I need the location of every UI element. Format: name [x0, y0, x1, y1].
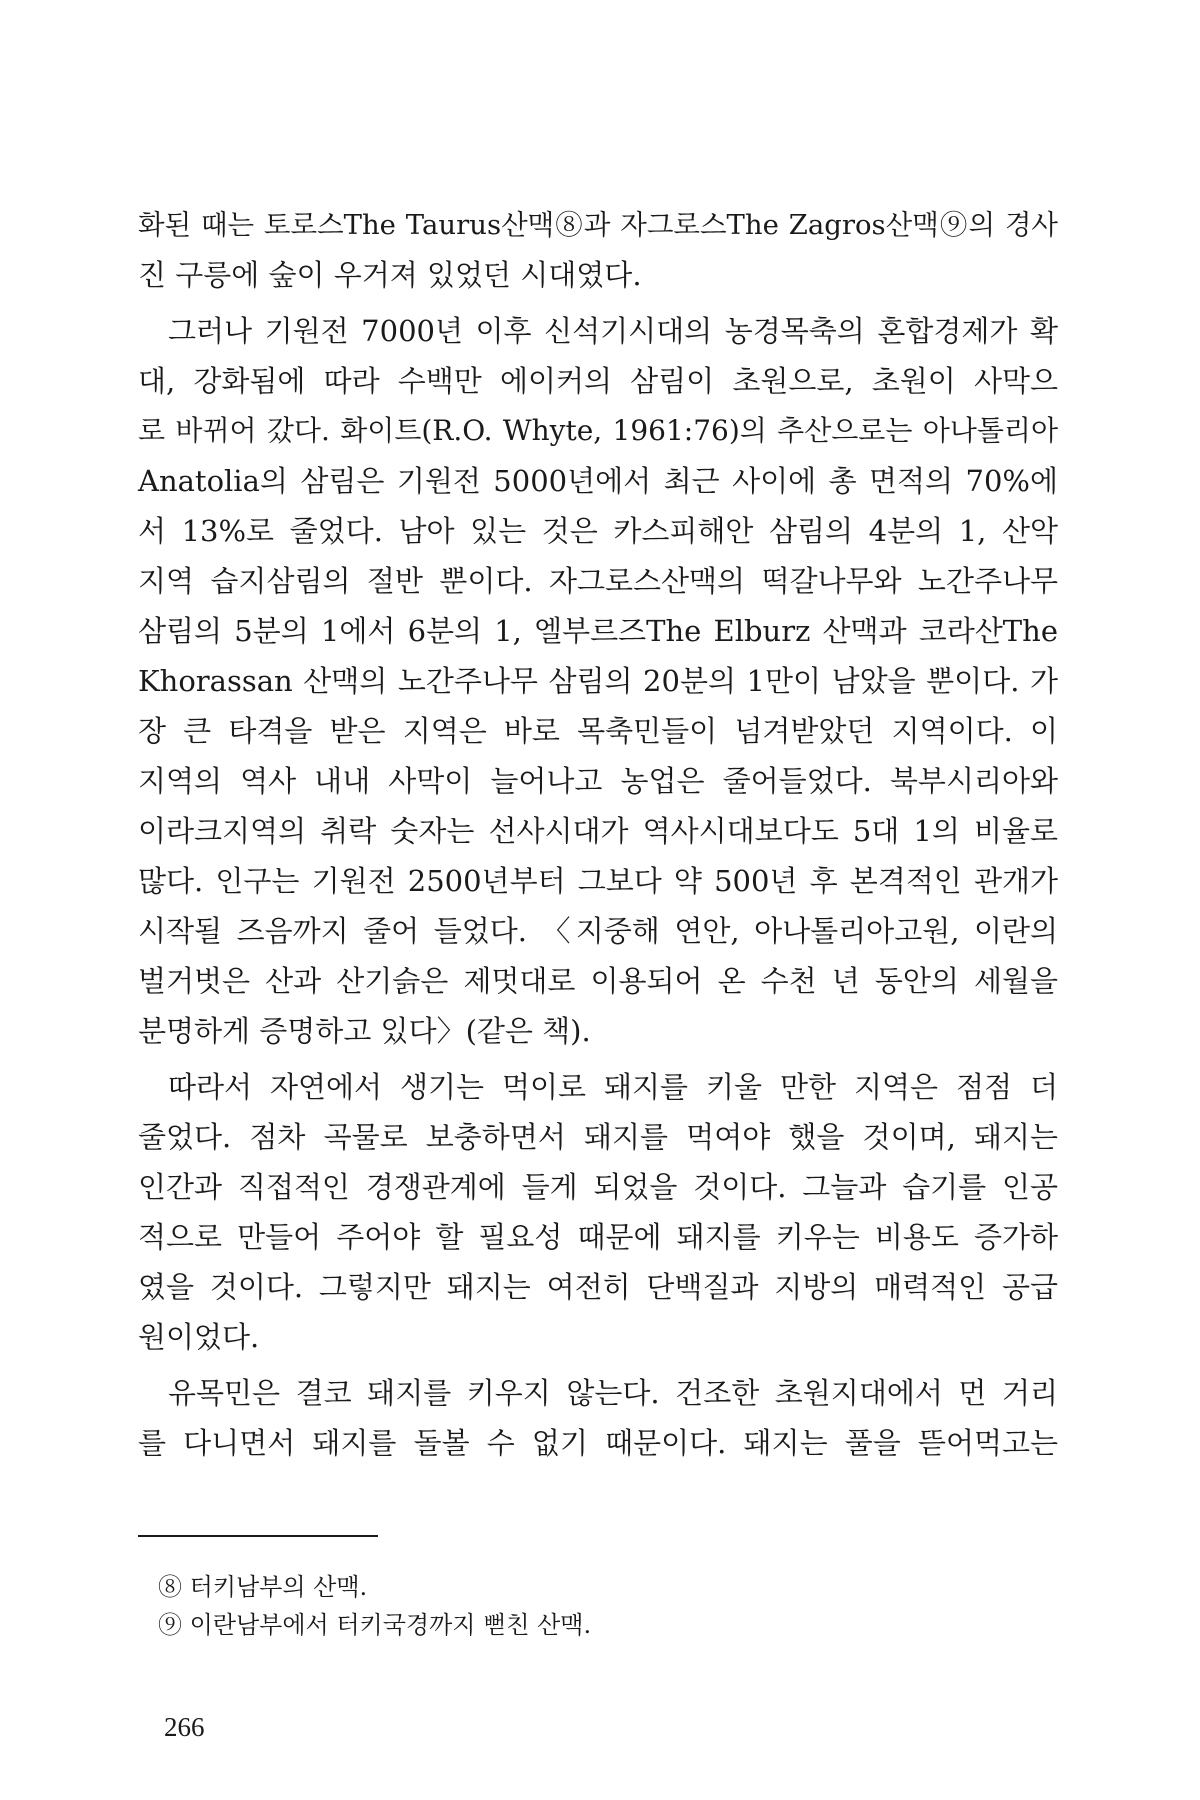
text-line: 적으로 만들어 주어야 할 필요성 때문에 돼지를 키우는 비용도 증가하: [138, 1220, 1058, 1254]
text-line: Anatolia의 삼림은 기원전 5000년에서 최근 사이에 총 면적의 70%에: [138, 464, 1058, 498]
text-line: 분명하게 증명하고 있다〉(같은 책).: [138, 1014, 591, 1048]
text-line: 원이었다.: [138, 1320, 260, 1354]
page-number: 266: [164, 1712, 205, 1742]
text-line: 많다. 인구는 기원전 2500년부터 그보다 약 500년 후 본격적인 관개가: [138, 864, 1058, 898]
text-line: 지역 습지삼림의 절반 뿐이다. 자그로스산맥의 떡갈나무와 노간주나무: [138, 564, 1058, 598]
text-line: 인간과 직접적인 경쟁관계에 들게 되었을 것이다. 그늘과 습기를 인공: [138, 1170, 1058, 1204]
text-line: 를 다니면서 돼지를 돌볼 수 없기 때문이다. 돼지는 풀을 뜯어먹고는: [138, 1426, 1058, 1460]
text-line: 벌거벗은 산과 산기슭은 제멋대로 이용되어 온 수천 년 동안의 세월을: [138, 964, 1058, 998]
text-line: 이라크지역의 취락 숫자는 선사시대가 역사시대보다도 5대 1의 비율로: [138, 814, 1058, 848]
body-text: [138, 200, 1058, 1468]
footnote-divider: [138, 1535, 378, 1537]
text-line: 줄었다. 점차 곡물로 보충하면서 돼지를 먹여야 했을 것이며, 돼지는: [138, 1120, 1058, 1154]
text-line: 삼림의 5분의 1에서 6분의 1, 엘부르즈The Elburz 산맥과 코라산The: [138, 614, 1058, 648]
text-line: 로 바뀌어 갔다. 화이트(R.O. Whyte, 1961:76)의 추산으로는 아나톨리아: [138, 414, 1058, 447]
text-line: 시작될 즈음까지 줄어 들었다. 〈지중해 연안, 아나톨리아고원, 이란의: [138, 914, 1058, 948]
text-line: 따라서 자연에서 생기는 먹이로 돼지를 키울 만한 지역은 점점 더: [168, 1070, 1058, 1104]
text-line: 유목민은 결코 돼지를 키우지 않는다. 건조한 초원지대에서 먼 거리: [168, 1376, 1058, 1410]
text-line: 진 구릉에 숲이 우거져 있었던 시대였다.: [138, 258, 642, 292]
text-line: 그러나 기원전 7000년 이후 신석기시대의 농경목축의 혼합경제가 확: [168, 314, 1058, 348]
footnotes: [158, 1568, 1038, 1644]
text-line: 였을 것이다. 그렇지만 돼지는 여전히 단백질과 지방의 매력적인 공급: [138, 1270, 1058, 1304]
text-line: 장 큰 타격을 받은 지역은 바로 목축민들이 넘겨받았던 지역이다. 이: [138, 714, 1058, 748]
text-line: Khorassan 산맥의 노간주나무 삼림의 20분의 1만이 남았을 뿐이다. 가: [138, 664, 1058, 698]
text-line: 지역의 역사 내내 사막이 늘어나고 농업은 줄어들었다. 북부시리아와: [138, 764, 1058, 798]
footnote-9: ⑨ 이란남부에서 터키국경까지 뻗친 산맥.: [158, 1611, 592, 1639]
footnote-8: ⑧ 터키남부의 산맥.: [158, 1573, 368, 1601]
text-line: 서 13%로 줄었다. 남아 있는 것은 카스피해안 삼림의 4분의 1, 산악: [138, 514, 1058, 548]
text-line: 대, 강화됨에 따라 수백만 에이커의 삼림이 초원으로, 초원이 사막으: [138, 364, 1058, 398]
text-line: 화된 때는 토로스The Taurus산맥⑧과 자그로스The Zagros산맥⑨의 경사: [138, 209, 1058, 241]
